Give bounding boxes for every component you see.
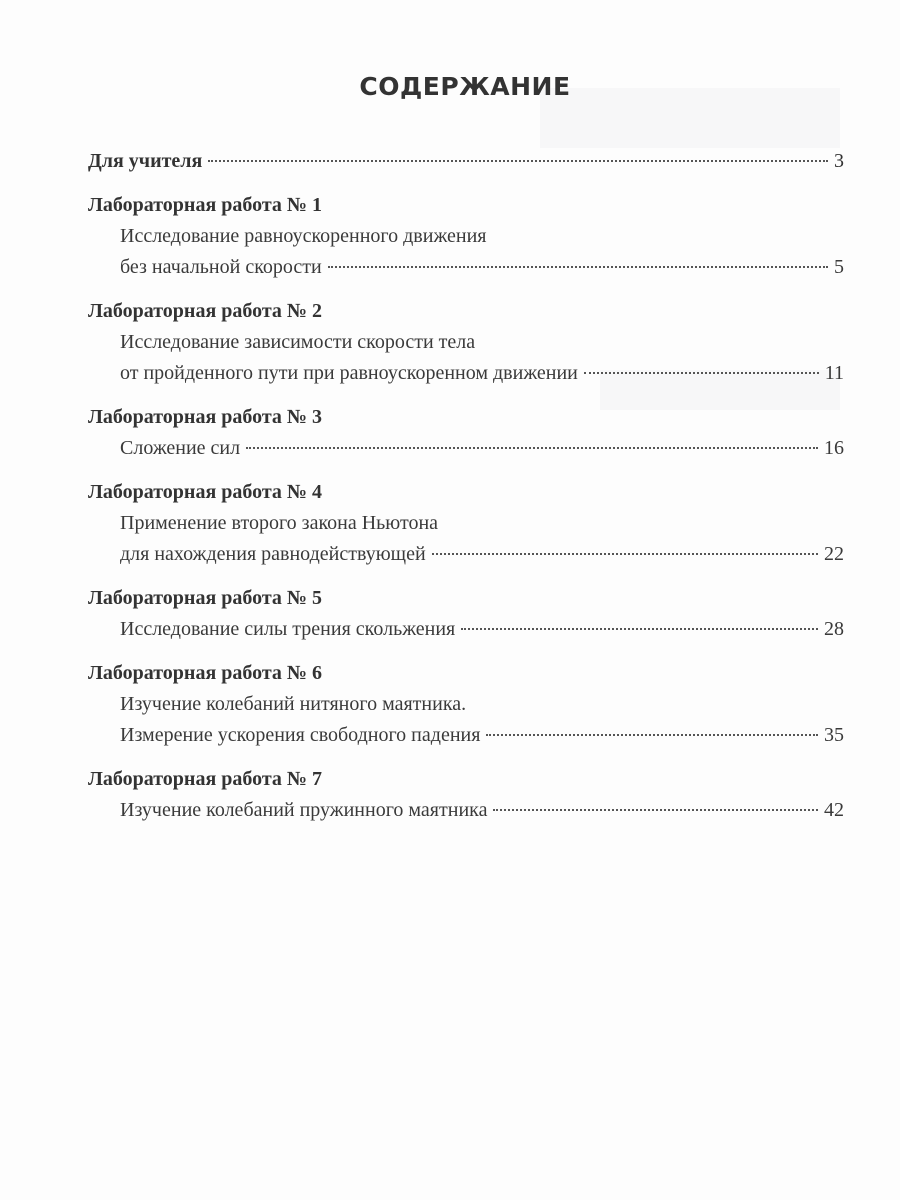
toc-page-number: 11 bbox=[824, 362, 844, 384]
dot-leader bbox=[432, 553, 818, 555]
toc-entry-line: Исследование равноускоренного движения bbox=[120, 225, 487, 247]
toc-entry-heading: Лабораторная работа № 5 bbox=[88, 587, 323, 609]
toc-entry-row bbox=[88, 539, 844, 570]
toc-entry-line: Исследование силы трения скольжения bbox=[120, 618, 456, 640]
toc-entry-line: от пройденного пути при равноускоренном движении bbox=[120, 362, 578, 384]
dot-leader bbox=[486, 734, 818, 736]
page-title: СОДЕРЖАНИЕ bbox=[359, 72, 571, 101]
toc-entry-line: Исследование зависимости скорости тела bbox=[120, 331, 476, 353]
dot-leader bbox=[493, 809, 818, 811]
toc-entry-line: Изучение колебаний пружинного маятника bbox=[120, 799, 488, 821]
toc-entry bbox=[88, 477, 844, 570]
toc-entry-heading: Для учителя bbox=[88, 150, 203, 172]
toc-entry bbox=[88, 658, 844, 751]
dot-leader bbox=[461, 628, 818, 630]
toc-entry-line: Применение второго закона Ньютона bbox=[120, 512, 439, 534]
toc-entry-line: Изучение колебаний нитяного маятника. bbox=[120, 693, 467, 715]
toc-entry-row bbox=[88, 720, 844, 751]
toc-entry-line: без начальной скорости bbox=[120, 256, 322, 278]
toc-entry bbox=[88, 190, 844, 283]
toc-page-number: 35 bbox=[824, 724, 844, 746]
toc-entry-row bbox=[88, 358, 844, 389]
toc-page-number: 5 bbox=[834, 256, 844, 278]
toc-entry-heading: Лабораторная работа № 1 bbox=[88, 194, 323, 216]
toc-entry-row bbox=[88, 433, 844, 464]
toc-entry-line: для нахождения равнодействующей bbox=[120, 543, 426, 565]
toc-entry-row bbox=[88, 614, 844, 645]
toc-page-number: 3 bbox=[834, 150, 844, 172]
toc-entry-row bbox=[88, 252, 844, 283]
toc-entry-line: Измерение ускорения свободного падения bbox=[120, 724, 481, 746]
toc-entry-row bbox=[88, 795, 844, 826]
toc-entry bbox=[88, 296, 844, 389]
toc-entry bbox=[88, 146, 844, 177]
toc-entry bbox=[88, 583, 844, 645]
toc-page-number: 28 bbox=[824, 618, 844, 640]
toc-entry-line: Сложение сил bbox=[120, 437, 241, 459]
toc-entry-heading: Лабораторная работа № 6 bbox=[88, 662, 323, 684]
table-of-contents bbox=[88, 146, 844, 839]
toc-page-number: 16 bbox=[824, 437, 844, 459]
dot-leader bbox=[246, 447, 818, 449]
toc-entry-heading: Лабораторная работа № 2 bbox=[88, 300, 323, 322]
toc-entry bbox=[88, 402, 844, 464]
toc-entry-row bbox=[88, 146, 844, 177]
dot-leader bbox=[208, 160, 828, 162]
toc-entry bbox=[88, 764, 844, 826]
toc-page-number: 22 bbox=[824, 543, 844, 565]
toc-entry-heading: Лабораторная работа № 7 bbox=[88, 768, 323, 790]
dot-leader bbox=[584, 372, 819, 374]
toc-page-number: 42 bbox=[824, 799, 844, 821]
toc-entry-heading: Лабораторная работа № 3 bbox=[88, 406, 323, 428]
dot-leader bbox=[328, 266, 828, 268]
toc-entry-heading: Лабораторная работа № 4 bbox=[88, 481, 323, 503]
